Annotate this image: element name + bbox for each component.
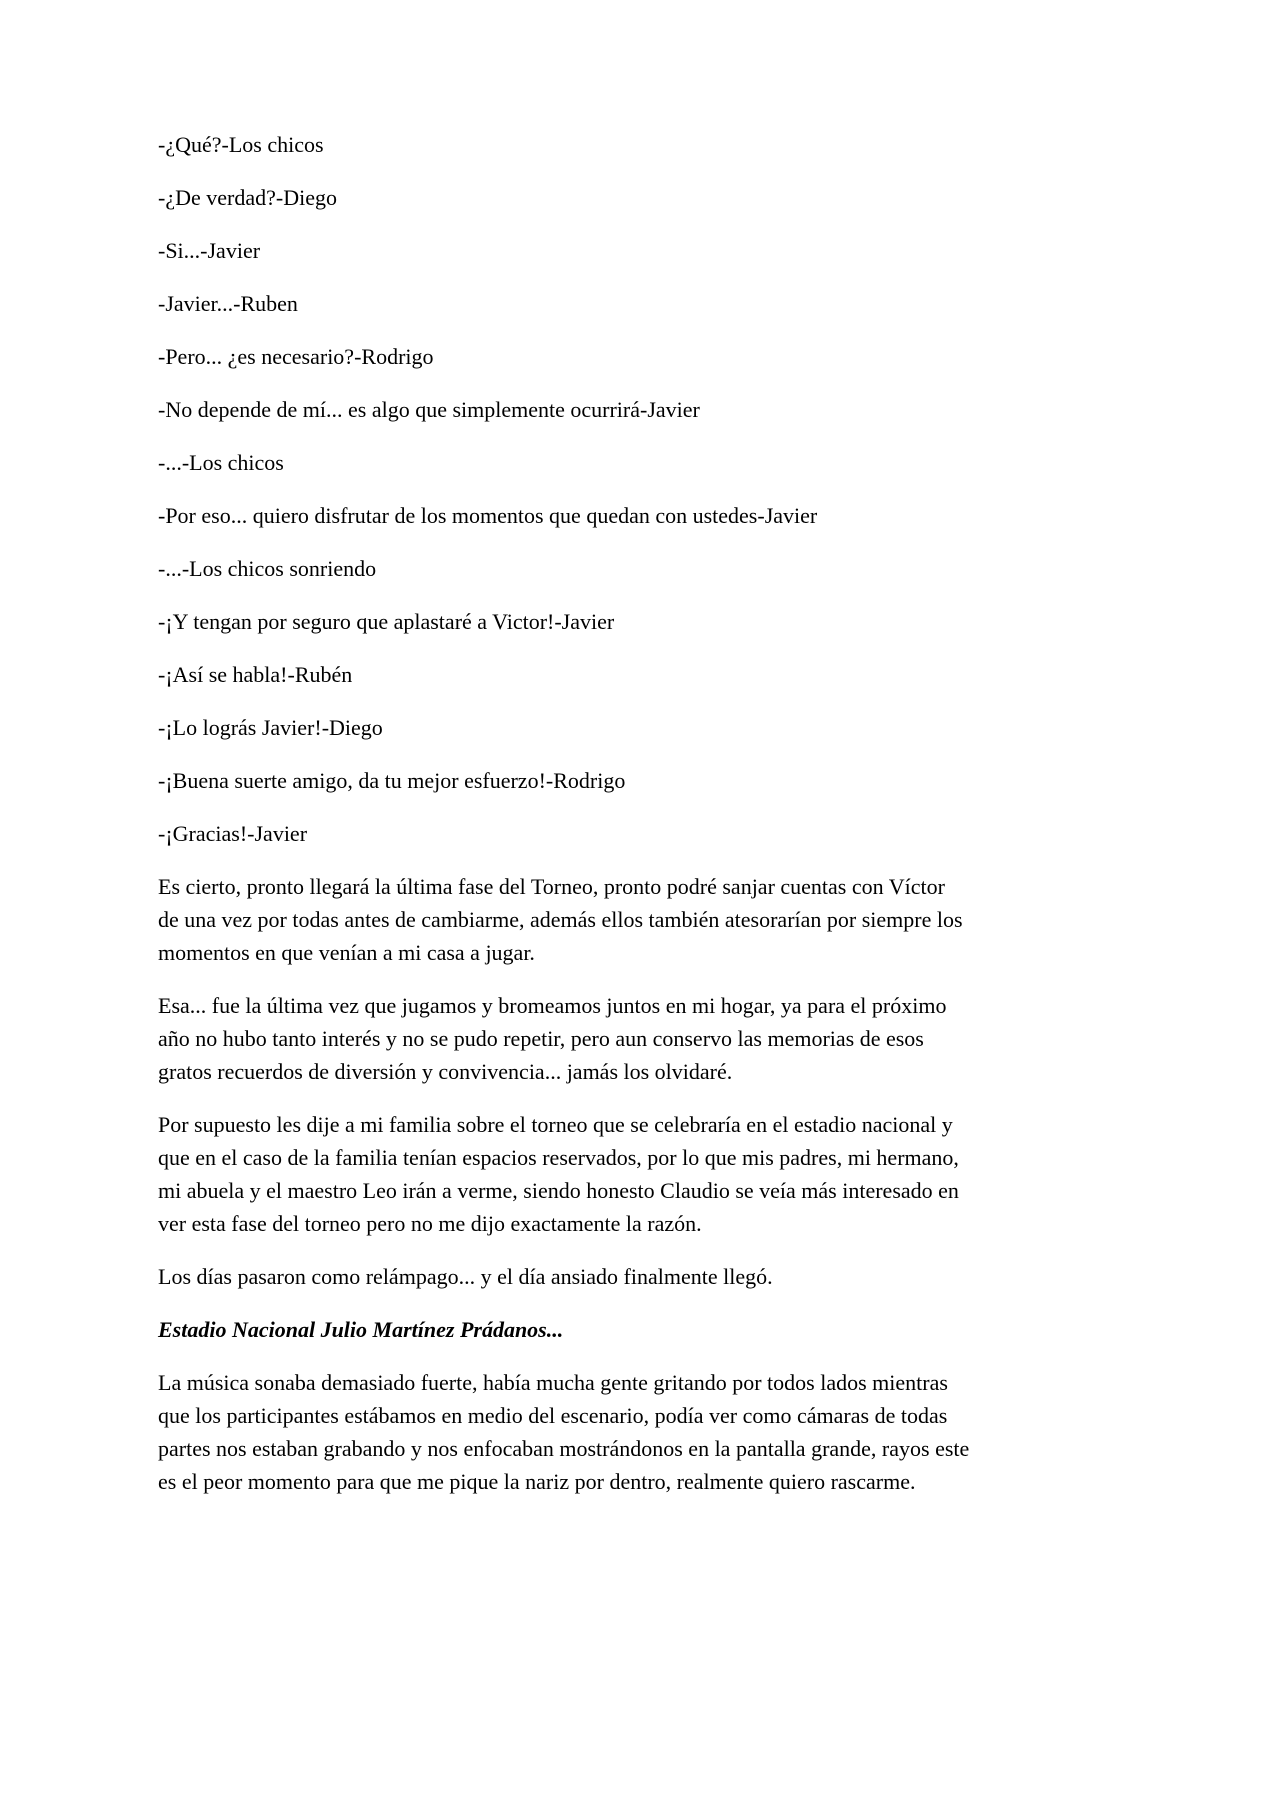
dialogue-line: -No depende de mí... es algo que simplemente ocurrirá-Javier: [158, 397, 700, 422]
dialogue-line: -Javier...-Ruben: [158, 291, 298, 316]
dialogue-line: -Pero... ¿es necesario?-Rodrigo: [158, 344, 434, 369]
dialogue-line: -¡Lo lográs Javier!-Diego: [158, 715, 383, 740]
dialogue-line: -...-Los chicos: [158, 450, 284, 475]
body-paragraph: Es cierto, pronto llegará la última fase del Torneo, pronto podré sanjar cuentas con Víctor de una vez por todas antes de cambiarme, además ellos también atesorarían por siempre los momentos en que venían a mi casa a jugar.: [158, 874, 963, 965]
dialogue-line: -Por eso... quiero disfrutar de los momentos que quedan con ustedes-Javier: [158, 503, 818, 528]
dialogue-line: -¿Qué?-Los chicos: [158, 132, 324, 157]
dialogue-line: -...-Los chicos sonriendo: [158, 556, 377, 581]
dialogue-line: -Si...-Javier: [158, 238, 261, 263]
dialogue-line: -¡Buena suerte amigo, da tu mejor esfuerzo!-Rodrigo: [158, 768, 626, 793]
document-text-content: [158, 128, 970, 1518]
body-paragraph: Esa... fue la última vez que jugamos y bromeamos juntos en mi hogar, ya para el próximo año no hubo tanto interés y no se pudo repetir, pero aun conservo las memorias de esos gratos recuerdos de diversión y convivencia... jamás los olvidaré.: [158, 993, 947, 1084]
dialogue-line: -¡Así se habla!-Rubén: [158, 662, 353, 687]
body-paragraph: La música sonaba demasiado fuerte, había mucha gente gritando por todos lados mientras que los participantes estábamos en medio del escenario, podía ver como cámaras de todas partes nos estaban grabando y nos enfocaban mostrándonos en la pantalla grande, rayos este es el peor momento para que me pique la nariz por dentro, realmente quiero rascarme.: [158, 1370, 970, 1494]
body-paragraph: Los días pasaron como relámpago... y el día ansiado finalmente llegó.: [158, 1264, 773, 1289]
dialogue-line: -¡Y tengan por seguro que aplastaré a Victor!-Javier: [158, 609, 615, 634]
dialogue-line: -¡Gracias!-Javier: [158, 821, 308, 846]
dialogue-line: -¿De verdad?-Diego: [158, 185, 337, 210]
section-heading: Estadio Nacional Julio Martínez Prádanos...: [158, 1317, 564, 1342]
body-paragraph: Por supuesto les dije a mi familia sobre el torneo que se celebraría en el estadio nacional y que en el caso de la familia tenían espacios reservados, por lo que mis padres, mi hermano, mi abuela y el maestro Leo irán a verme, siendo honesto Claudio se veía más interesado en ver esta fase del torneo pero no me dijo exactamente la razón.: [158, 1112, 959, 1236]
